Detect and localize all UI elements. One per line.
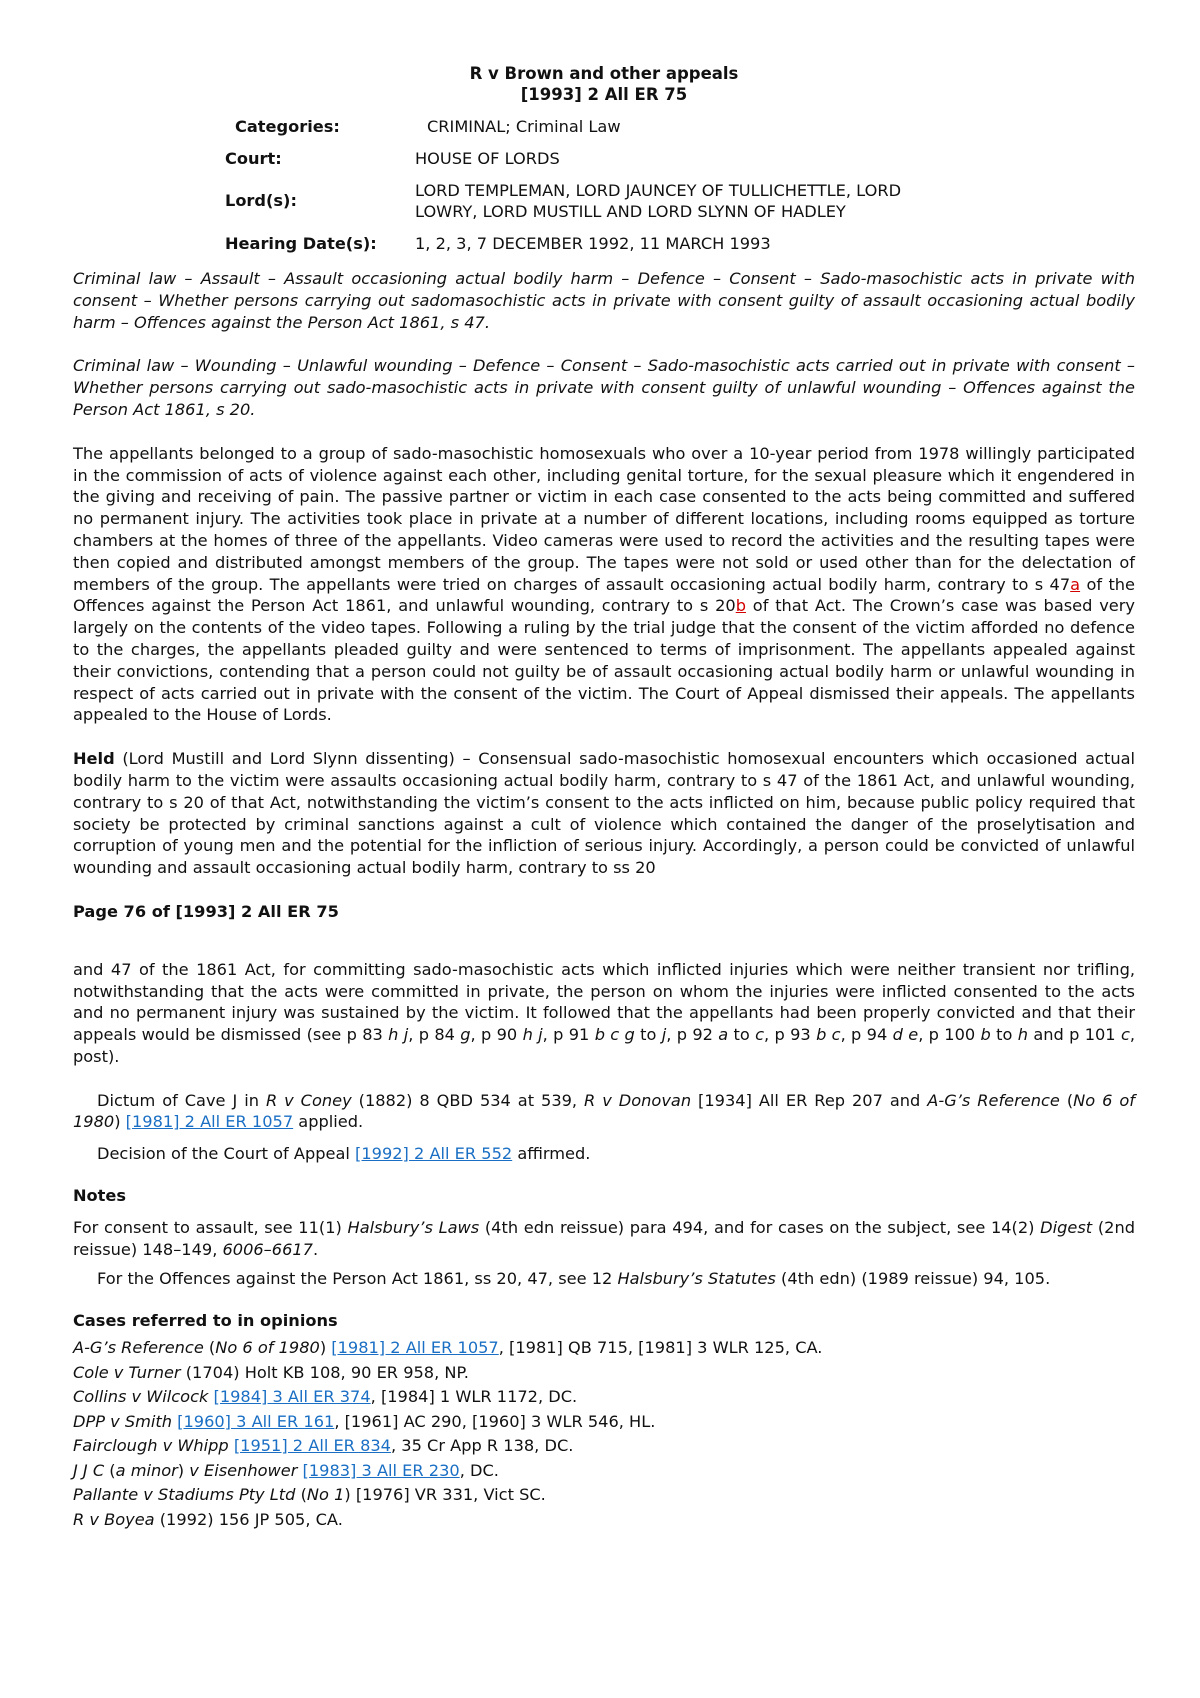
- case-name: a minor: [115, 1460, 178, 1480]
- page-ref: h j: [522, 1025, 543, 1045]
- continued-sep: to: [728, 1025, 756, 1045]
- lords-value: [415, 177, 967, 231]
- case-name: R v Donovan: [584, 1090, 692, 1110]
- continued-text: and 47 of the 1861 Act, for committing sado-masochistic acts which inflicted injuries which were neither transient nor trifling, notwithstanding that the acts were committed in private, the person on whom the injuries were inflicted consented to the acts and no permanent injury was sustained by the victim. It followed that the appellants had been properly convicted and that their appeals would be dismissed (see p 83: [73, 959, 1135, 1045]
- citation-link[interactable]: [1981] 2 All ER 1057: [331, 1338, 499, 1358]
- work-title: Digest: [1040, 1217, 1093, 1237]
- case-text: (1992) 156 JP 505, CA.: [154, 1509, 343, 1529]
- continued-sep: , p 92: [666, 1025, 719, 1045]
- facts-text-1: The appellants belonged to a group of sado-masochistic homosexuals who over a 10-year period from 1978 willingly participated in the commission of acts of violence against each other, including genital torture, for the sexual pleasure which it engendered in the giving and receiving of pain. The passive partner or victim in each case consented to the acts being committed and suffered no permanent injury. The activities took place in private at a number of different locations, including rooms equipped as torture chambers at the homes of three of the appellants. Video cameras were used to record the activities and the resulting tapes were then copied and distributed amongst members of the group. The tapes were not sold or used other than for the delectation of members of the group. The appellants were tried on charges of assault occasioning actual bodily harm, contrary to s 47: [73, 443, 1135, 594]
- held-continued-paragraph: [73, 959, 1135, 1068]
- lords-value-line2: LOWRY, LORD MUSTILL AND LORD SLYNN OF HADLEY: [415, 202, 846, 222]
- work-title: Halsbury’s Laws: [347, 1217, 480, 1237]
- notes-paragraph-2: [73, 1268, 1135, 1290]
- hearing-value: 1, 2, 3, 7 DECEMBER 1992, 11 MARCH 1993: [415, 234, 771, 254]
- case-name: Cole v Turner: [73, 1362, 181, 1382]
- digest-ref: 6006–6617: [222, 1239, 313, 1259]
- case-text: , 35 Cr App R 138, DC.: [390, 1436, 574, 1456]
- dictum-text: [1934] All ER Rep 207 and: [691, 1090, 928, 1110]
- case-text: , [1961] AC 290, [1960] 3 WLR 546, HL.: [334, 1411, 656, 1431]
- list-item: [73, 1385, 1135, 1410]
- case-name: J J C: [73, 1460, 105, 1480]
- dictum-paragraph: [73, 1090, 1135, 1134]
- page-ref: j: [661, 1025, 667, 1045]
- lords-row: [225, 177, 967, 231]
- footnote-a-link[interactable]: a: [1070, 574, 1081, 594]
- case-name: R v Coney: [265, 1090, 352, 1110]
- hearing-row: [225, 230, 967, 262]
- notes-text: For consent to assault, see 11(1): [73, 1217, 348, 1237]
- citation-link[interactable]: [1984] 3 All ER 374: [213, 1387, 371, 1407]
- categories-label: Categories:: [235, 117, 340, 136]
- page-ref: a: [718, 1025, 729, 1045]
- facts-text-3: of that Act. The Crown’s case was based very largely on the contents of the video tapes. Following a ruling by the trial judge that the consent of the victim afforded no defence to the charges, the appellants pleaded guilty and were sentenced to terms of imprisonment. The appellants appealed against their convictions, contending that a person could not guilty be of assault occasioning actual bodily harm or unlawful wounding in respect of acts carried out in private with the consent of the victim. The Court of Appeal dismissed their appeals. The appellants appealed to the House of Lords.: [73, 596, 1135, 725]
- case-text: ): [177, 1460, 190, 1480]
- continued-sep: to: [990, 1025, 1018, 1045]
- continued-sep: , p 90: [470, 1025, 523, 1045]
- case-name: A-G’s Reference: [927, 1090, 1060, 1110]
- continued-sep: , p 91: [542, 1025, 595, 1045]
- page-ref: b c: [816, 1025, 841, 1045]
- page-ref: b c g: [594, 1025, 635, 1045]
- case-name: Collins v Wilcock: [73, 1387, 209, 1407]
- case-name: No 1: [306, 1485, 345, 1505]
- list-item: [73, 1483, 1135, 1508]
- dictum-text: (: [1059, 1090, 1074, 1110]
- case-name: DPP v Smith: [73, 1411, 173, 1431]
- decision-text: Decision of the Court of Appeal: [97, 1144, 356, 1164]
- catchwords-assault: Criminal law – Assault – Assault occasioning actual bodily harm – Defence – Consent – Sado-masochistic acts in private with consent – Whether persons carrying out sadomasochistic acts in private with consent guilty of assault occasioning actual bodily harm – Offences against the Person Act 1861, s 47.: [73, 268, 1135, 332]
- case-text: , [1981] QB 715, [1981] 3 WLR 125, CA.: [498, 1338, 823, 1358]
- continued-sep: , p 84: [408, 1025, 461, 1045]
- case-name: R v Boyea: [73, 1509, 155, 1529]
- held-text: (Lord Mustill and Lord Slynn dissenting) – Consensual sado-masochistic homosexual encounters which occasioned actual bodily harm to the victim were assaults occasioning actual bodily harm, contrary to s 47 of the 1861 Act, and unlawful wounding, contrary to s 20 of that Act, notwithstanding the victim’s consent to the acts inflicted on him, because public policy required that society be protected by criminal sanctions against a cult of violence which contained the danger of the proselytisation and corruption of young men and the potential for the infliction of serious injury. Accordingly, a person could be convicted of unlawful wounding and assault occasioning actual bodily harm, contrary to ss 20: [73, 749, 1135, 878]
- held-label: Held: [73, 749, 115, 769]
- dictum-text: applied.: [293, 1112, 364, 1132]
- dictum-text: ): [114, 1112, 126, 1132]
- dictum-text: Dictum of Cave J in: [97, 1090, 266, 1110]
- case-title: R v Brown and other appeals: [469, 64, 739, 83]
- notes-heading: Notes: [73, 1186, 127, 1206]
- court-value: HOUSE OF LORDS: [415, 148, 560, 168]
- page-ref: b: [980, 1025, 991, 1045]
- continued-sep: to: [634, 1025, 662, 1045]
- list-item: [73, 1361, 1135, 1386]
- case-text: , DC.: [459, 1460, 499, 1480]
- work-title: Halsbury’s Statutes: [617, 1269, 776, 1289]
- list-item: [73, 1459, 1135, 1484]
- lords-value-line1: LORD TEMPLEMAN, LORD JAUNCEY OF TULLICHETTLE, LORD: [415, 180, 902, 200]
- catchwords-wounding: Criminal law – Wounding – Unlawful wounding – Defence – Consent – Sado-masochistic acts carried out in private with consent – Whether persons carrying out sado-masochistic acts in private with consent guilty of unlawful wounding – Offences against the Person Act 1861, s 20.: [73, 356, 1135, 419]
- citation-link[interactable]: [1992] 2 All ER 552: [355, 1144, 513, 1164]
- case-text: (: [295, 1485, 307, 1505]
- categories-row: [225, 113, 967, 145]
- dictum-text: (1882) 8 QBD 534 at 539,: [351, 1090, 585, 1110]
- continued-sep: , p 94: [840, 1025, 893, 1045]
- case-text: , [1984] 1 WLR 1172, DC.: [370, 1387, 578, 1407]
- notes-text: (4th edn reissue) para 494, and for cases on the subject, see 14(2): [479, 1217, 1041, 1237]
- case-metadata-table: [225, 113, 967, 262]
- list-item: [73, 1508, 1135, 1533]
- continued-sep: , p 93: [764, 1025, 817, 1045]
- held-paragraph: [73, 748, 1135, 879]
- case-name: No 6 of 1980: [73, 1090, 1135, 1132]
- decision-text: affirmed.: [512, 1144, 591, 1164]
- notes-text: (2nd reissue) 148–149,: [73, 1217, 1135, 1259]
- cases-list: [73, 1336, 1135, 1532]
- case-citation: [1993] 2 All ER 75: [520, 85, 688, 104]
- court-label: Court:: [225, 148, 282, 168]
- decision-paragraph: [73, 1143, 1135, 1165]
- categories-value: CRIMINAL; Criminal Law: [427, 117, 621, 136]
- page-marker: Page 76 of [1993] 2 All ER 75: [73, 901, 339, 921]
- continued-sep: and p 101: [1027, 1025, 1121, 1045]
- document-body: [73, 63, 1135, 1532]
- page-ref: g: [460, 1025, 471, 1045]
- citation-link[interactable]: [1951] 2 All ER 834: [233, 1436, 391, 1456]
- page-ref: d e: [892, 1025, 919, 1045]
- case-name: No 6 of 1980: [215, 1338, 320, 1358]
- list-item: [73, 1410, 1135, 1435]
- notes-text: .: [312, 1239, 319, 1259]
- list-item: [73, 1336, 1135, 1361]
- case-text: ): [319, 1338, 332, 1358]
- citation-link[interactable]: [1983] 3 All ER 230: [302, 1460, 460, 1480]
- case-name: v Eisenhower: [189, 1460, 298, 1480]
- notes-text: (4th edn) (1989 reissue) 94, 105.: [775, 1269, 1051, 1289]
- footnote-b-link[interactable]: b: [735, 596, 746, 616]
- facts-text-2: of the Offences against the Person Act 1861, and unlawful wounding, contrary to s 20: [73, 574, 1136, 616]
- facts-paragraph: [73, 443, 1135, 726]
- case-name: A-G’s Reference: [73, 1338, 204, 1358]
- case-text: (1704) Holt KB 108, 90 ER 958, NP.: [180, 1362, 469, 1382]
- hearing-label: Hearing Date(s):: [225, 234, 377, 254]
- list-item: [73, 1434, 1135, 1459]
- cases-heading: Cases referred to in opinions: [73, 1311, 338, 1331]
- court-row: [225, 145, 967, 177]
- notes-text: For the Offences against the Person Act 1861, ss 20, 47, see 12: [97, 1269, 618, 1289]
- citation-link[interactable]: [1960] 3 All ER 161: [177, 1411, 335, 1431]
- case-text: (: [203, 1338, 216, 1358]
- notes-paragraph-1: [73, 1217, 1135, 1261]
- case-text: ) [1976] VR 331, Vict SC.: [344, 1485, 546, 1505]
- case-name: Pallante v Stadiums Pty Ltd: [73, 1485, 296, 1505]
- case-text: (: [104, 1460, 116, 1480]
- continued-sep: , post).: [73, 1025, 1136, 1066]
- case-name: Fairclough v Whipp: [73, 1436, 229, 1456]
- page-ref: h: [1017, 1025, 1028, 1045]
- page-ref: c: [1120, 1025, 1130, 1045]
- page-ref: h j: [388, 1025, 409, 1045]
- continued-sep: , p 100: [918, 1025, 981, 1045]
- lords-label: Lord(s):: [225, 191, 297, 211]
- citation-link[interactable]: [1981] 2 All ER 1057: [125, 1112, 294, 1132]
- page-ref: c: [755, 1025, 765, 1045]
